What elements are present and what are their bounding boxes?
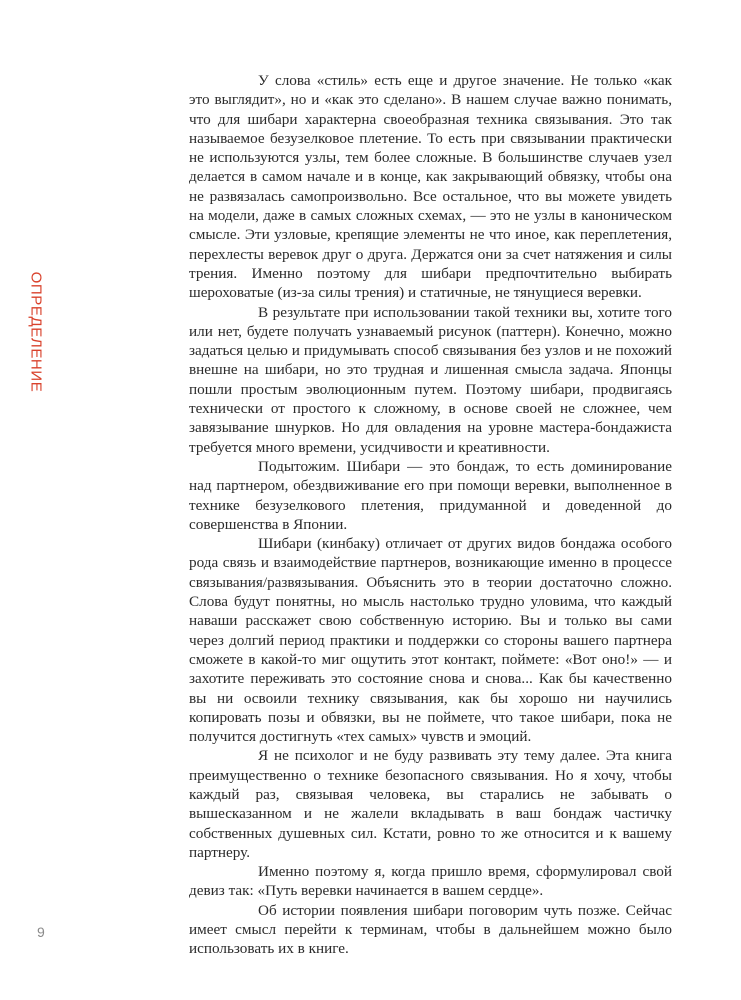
- body-text: [189, 71, 672, 959]
- paragraph: Подытожим. Шибари — это бондаж, то есть доминирование над партнером, обездвиживание его при помощи веревки, выполненное в технике безузелкового плетения, придуманной и доведенной до совершенства в Японии.: [189, 457, 672, 533]
- paragraph: Именно поэтому я, когда пришло время, сформулировал свой девиз так: «Путь веревки начинается в вашем сердце».: [189, 863, 672, 900]
- paragraph: Об истории появления шибари поговорим чуть позже. Сейчас имеет смысл перейти к терминам, чтобы в дальнейшем можно было использовать их в книге.: [189, 901, 672, 958]
- paragraph: Я не психолог и не буду развивать эту тему далее. Эта книга преимущественно о технике безопасного связывания. Но я хочу, чтобы каждый раз, связывая человека, вы старались не забывать о вышесказанном и не жалели вкладывать в ваш бондаж частичку собственных душевных сил. Кстати, ровно то же относится и к вашему партнеру.: [189, 747, 672, 861]
- paragraph: У слова «стиль» есть еще и другое значение. Не только «как это выглядит», но и «как это сделано». В нашем случае важно понимать, что для шибари характерна своеобразная техника связывания. Это так называемое безузелковое плетение. То есть при связывании практически не используются узлы, тем более сложные. В большинстве случаев узел делается в самом начале и в конце, как закрывающий обвязку, чтобы она не развязалась самопроизвольно. Все остальное, что вы можете увидеть на модели, даже в самых сложных схемах, — это не узлы в каноническом смысле. Эти узловые, крепящие элементы не что иное, как переплетения, перехлесты веревок друг о друга. Держатся они за счет натяжения и силы трения. Именно поэтому для шибари предпочтительно выбирать шероховатые (из-за силы трения) и статичные, не тянущиеся веревки.: [189, 72, 672, 302]
- paragraph: В результате при использовании такой техники вы, хотите того или нет, будете получать узнаваемый рисунок (паттерн). Конечно, можно задаться целью и придумывать способ связывания без узлов и не похожий внешне на шибари, но это трудная и лишенная смысла задача. Японцы пошли простым эволюционным путем. Поэтому шибари, продвигаясь технически от простого к сложному, в основе своей не сложнее, чем завязывание шнурков. Но для овладения на уровне мастера-бондажиста требуется много времени, усидчивости и креативности.: [189, 303, 672, 456]
- page-number: 9: [37, 924, 45, 940]
- section-label: [24, 271, 48, 393]
- paragraph: Шибари (кинбаку) отличает от других видов бондажа особого рода связь и взаимодействие партнеров, возникающие именно в процессе связывания/развязывания. Объяснить это в теории достаточно сложно. Слова будут понятны, но мысль настолько трудно уловима, что каждый наваши расскажет свою собственную историю. Вы и только вы сами через долгий период практики и поддержки со стороны вашего партнера сможете в какой-то миг ощутить этот контакт, поймете: «Вот оно!» — и захотите переживать это состояние снова и снова... Как бы качественно вы ни освоили технику связывания, как бы хорошо ни научились копировать позы и обвязки, вы не поймете, что такое шибари, пока не получится достигнуть «тех самых» чувств и эмоций.: [189, 535, 672, 746]
- section-label-text: ОПРЕДЕЛЕНИЕ: [27, 271, 45, 393]
